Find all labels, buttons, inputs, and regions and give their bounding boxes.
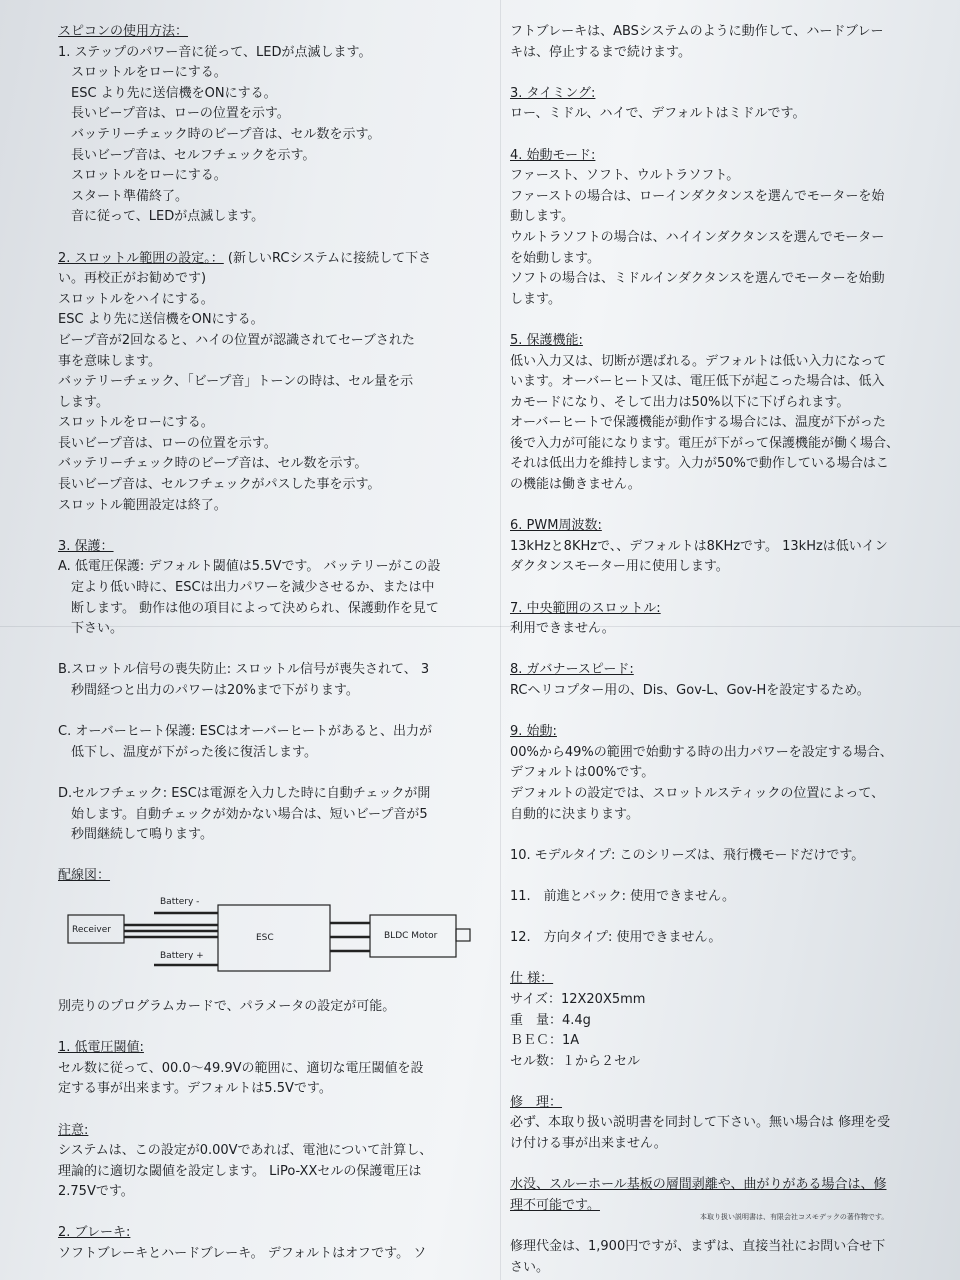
text-line: バッテリーチェック時のビープ音は、セル数を示す。	[58, 456, 368, 472]
section-heading: 2. ブレーキ:	[58, 1225, 131, 1241]
text-line: します。	[510, 291, 561, 307]
spec-list	[510, 990, 930, 1072]
text-line: 長いビープ音は、ローの位置を示す。	[58, 106, 290, 122]
text-line: ファーストの場合は、ローインダクタンスを選んでモーターを始	[510, 188, 885, 204]
text-line: 必ず、本取り扱い説明書を同封して下さい。無い場合は 修理を受	[510, 1115, 891, 1131]
text-line: 定より低い時に、ESCは出力パワーを減少させるか、または中	[58, 580, 435, 596]
text-line: 後で入力が可能になります。電圧が下がって保護機能が働く場合、	[510, 435, 899, 451]
text-line: RCヘリコプター用の、Dis、Gov-L、Gov-Hを設定するため。	[510, 683, 870, 698]
text-line: フトブレーキは、ABSシステムのように動作して、ハードブレー	[510, 24, 884, 39]
text-line: 理論的に適切な閾値を設定します。 LiPo-XXセルの保護電圧は	[58, 1163, 422, 1179]
text-line: セル数：１から２セル	[510, 1053, 641, 1069]
paper-fold-vertical	[500, 0, 501, 1280]
text-line: D.セルフチェック: ESCは電源を入力した時に自動チェックが開	[58, 785, 431, 801]
text-line: C. オーバーヒート保護: ESCはオーバーヒートがあると、出力が	[58, 724, 433, 740]
text-line: バッテリーチェック、「ビープ音」トーンの時は、セル量を示	[58, 374, 414, 390]
text-line: スロットル範囲設定は終了。	[58, 497, 227, 513]
text-line: います。オーバーヒート又は、電圧低下が起こった場合は、低入	[510, 374, 885, 390]
text-line: 断します。 動作は他の項目によって決められ、保護動作を見て	[58, 600, 439, 616]
text-line: ダクタンスモーター用に使用します。	[510, 559, 729, 575]
section-heading: 3. タイミング:	[510, 85, 596, 101]
text-block	[510, 743, 930, 825]
section-heading: 3. 保護：	[58, 538, 114, 554]
text-line: ESC より先に送信機をONにする。	[58, 85, 277, 101]
section-heading: 9. 始動:	[510, 724, 557, 740]
text-line: 00%から49%の範囲で始動する時の出力パワーを設定する場合、	[510, 744, 893, 760]
section-heading: 仕 様：	[510, 971, 554, 987]
receiver-label: Receiver	[72, 924, 111, 935]
text-block	[58, 660, 493, 701]
text-line: 修理代金は、1,900円ですが、まずは、直接当社にお問い合せ下	[510, 1239, 886, 1255]
text-line: カモードになり、そして出力は50%以下に下げられます。	[510, 394, 850, 410]
text-line: スロットルをローにする。	[58, 415, 214, 431]
wiring-diagram	[58, 891, 478, 991]
text-line: 水没、スルーホール基板の層間剥離や、曲がりがある場合は、修	[510, 1177, 887, 1193]
text-line: デフォルトは00%です。	[510, 765, 655, 781]
esc-box	[218, 905, 330, 971]
text-line: い。再校正がお勧めです)	[58, 271, 207, 287]
text-line: スロットルをローにする。	[58, 168, 227, 184]
text-block	[510, 1237, 930, 1278]
text-line: 秒間継続して鳴ります。	[58, 827, 213, 843]
text-block	[510, 104, 930, 125]
section-heading: 注意:	[58, 1122, 89, 1138]
section-heading: 2. スロットル範囲の設定。：	[58, 250, 224, 266]
text-block	[58, 557, 493, 639]
section-heading: 4. 始動モード:	[510, 147, 596, 163]
text-line: オーバーヒートで保護機能が動作する場合には、温度が下がった	[510, 415, 886, 431]
text-line: ロー、ミドル、ハイで、デフォルトはミドルです。	[510, 106, 806, 122]
text-line: 別売りのプログラムカードで、パラメータの設定が可能。	[58, 998, 396, 1014]
right-column	[510, 22, 930, 1278]
section-heading: 配線図：	[58, 868, 111, 884]
text-block	[58, 722, 493, 763]
text-block	[510, 619, 930, 640]
text-line: スロットルをハイにする。	[58, 291, 214, 307]
battery-plus-label: Battery +	[160, 950, 204, 961]
motor-shaft	[456, 929, 470, 941]
text-block	[510, 352, 930, 496]
text-line: 音に従って、LEDが点滅します。	[58, 209, 265, 225]
text-block	[58, 1141, 493, 1203]
battery-minus-label: Battery -	[160, 896, 200, 907]
section-heading: 1. 低電圧閾値:	[58, 1040, 144, 1056]
text-block	[58, 269, 493, 516]
text-block	[510, 166, 930, 310]
text-block	[510, 537, 930, 578]
text-line: 事を意味します。	[58, 353, 161, 369]
section-heading: 6. PWM周波数:	[510, 518, 602, 534]
text-line: ビープ音が2回なると、ハイの位置が認識されてセーブされた	[58, 332, 415, 348]
left-column	[58, 22, 493, 1265]
text-line: (新しいRCシステムに接続して下さ	[227, 250, 432, 266]
esc-label: ESC	[256, 932, 274, 943]
text-line: 低下し、温度が下がった後に復活します。	[58, 744, 317, 760]
text-block	[510, 681, 930, 702]
text-line: ＢＥＣ：1A	[510, 1033, 580, 1049]
text-line: B.スロットル信号の喪失防止: スロットル信号が喪失されて、 3	[58, 662, 430, 678]
text-line: 1. ステップのパワー音に従って、LEDが点滅します。	[58, 44, 372, 60]
text-line: 下さい。	[58, 621, 124, 637]
section-heading: 修 理：	[510, 1094, 563, 1110]
motor-label: BLDC Motor	[384, 930, 438, 941]
text-line: バッテリーチェック時のビープ音は、セル数を示す。	[58, 126, 381, 142]
text-line: セル数に従って、00.0～49.9Vの範囲に、適切な電圧閾値を設	[58, 1060, 424, 1076]
text-line: システムは、この設定が0.00Vであれば、電池について計算し、	[58, 1143, 433, 1159]
text-block	[58, 43, 493, 228]
text-line: 13kHzと8KHzで、、デフォルトは8KHzです。 13kHzは低いイン	[510, 538, 888, 554]
text-line: ソフトブレーキとハードブレーキ。 デフォルトはオフです。 ソ	[58, 1246, 427, 1262]
text-line: A. 低電圧保護: デフォルト閾値は5.5Vです。 バッテリーがこの設	[58, 559, 441, 575]
text-line: 11. 前進とバック: 使用できません。	[510, 888, 735, 904]
text-line: 利用できません。	[510, 621, 615, 637]
text-block	[510, 1113, 930, 1154]
text-block	[58, 1244, 493, 1265]
text-block	[58, 784, 493, 846]
section-heading: 8. ガバナースピード:	[510, 662, 634, 678]
text-line: 重 量：4.4g	[510, 1012, 591, 1028]
text-line: さい。	[510, 1259, 550, 1275]
section-heading: 7. 中央範囲のスロットル:	[510, 600, 661, 616]
text-line: スロットルをローにする。	[58, 65, 227, 81]
text-line: スタート準備終了。	[58, 188, 189, 204]
text-line: キは、停止するまで続けます。	[510, 44, 691, 60]
text-line: の機能は働きません。	[510, 477, 641, 493]
text-line: 秒間経つと出力のパワーは20%まで下がります。	[58, 683, 359, 698]
text-block	[510, 22, 930, 63]
text-line: サイズ：12X20X5mm	[510, 991, 646, 1007]
text-line: 始します。自動チェックが効かない場合は、短いビープ音が5	[58, 806, 428, 822]
text-line: ESC より先に送信機をONにする。	[58, 312, 264, 328]
section-heading-row	[58, 249, 493, 270]
text-line: します。	[58, 394, 109, 410]
text-line: 理不可能です。	[510, 1197, 600, 1213]
text-line: ファースト、ソフト、ウルトラソフト。	[510, 168, 740, 184]
text-line: 10. モデルタイプ: このシリーズは、飛行機モードだけです。	[510, 847, 865, 863]
text-block	[58, 1059, 493, 1100]
text-line: 2.75Vです。	[58, 1184, 134, 1200]
text-line: ソフトの場合は、ミドルインダクタンスを選んでモーターを始動	[510, 271, 885, 287]
warning-block	[510, 1175, 930, 1216]
copyright-note: 本取り扱い説明書は、有限会社コスモデックの著作物です。	[700, 1213, 889, 1221]
text-line: 低い入力又は、切断が選ばれる。デフォルトは低い入力になって	[510, 353, 887, 369]
section-heading: 5. 保護機能:	[510, 332, 583, 348]
text-line: 12. 方向タイプ: 使用できません。	[510, 930, 722, 946]
text-line: を始動します。	[510, 250, 600, 266]
text-line: 長いビープ音は、セルフチェックがパスした事を示す。	[58, 477, 381, 493]
text-line: 長いビープ音は、ローの位置を示す。	[58, 435, 277, 451]
text-line: それは低出力を維持します。入力が50%で動作している場合はこ	[510, 456, 889, 472]
text-line: デフォルトの設定では、スロットルスティックの位置によって、	[510, 785, 885, 801]
text-line: 動します。	[510, 209, 574, 225]
text-line: け付ける事が出来ません。	[510, 1136, 667, 1152]
section-heading: スピコンの使用方法：	[58, 24, 189, 39]
text-line: ウルトラソフトの場合は、ハイインダクタンスを選んでモーター	[510, 229, 885, 245]
text-line: 定する事が出来ます。デフォルトは5.5Vです。	[58, 1081, 332, 1097]
text-line: 長いビープ音は、セルフチェックを示す。	[58, 147, 316, 163]
text-line: 自動的に決まります。	[510, 806, 639, 822]
